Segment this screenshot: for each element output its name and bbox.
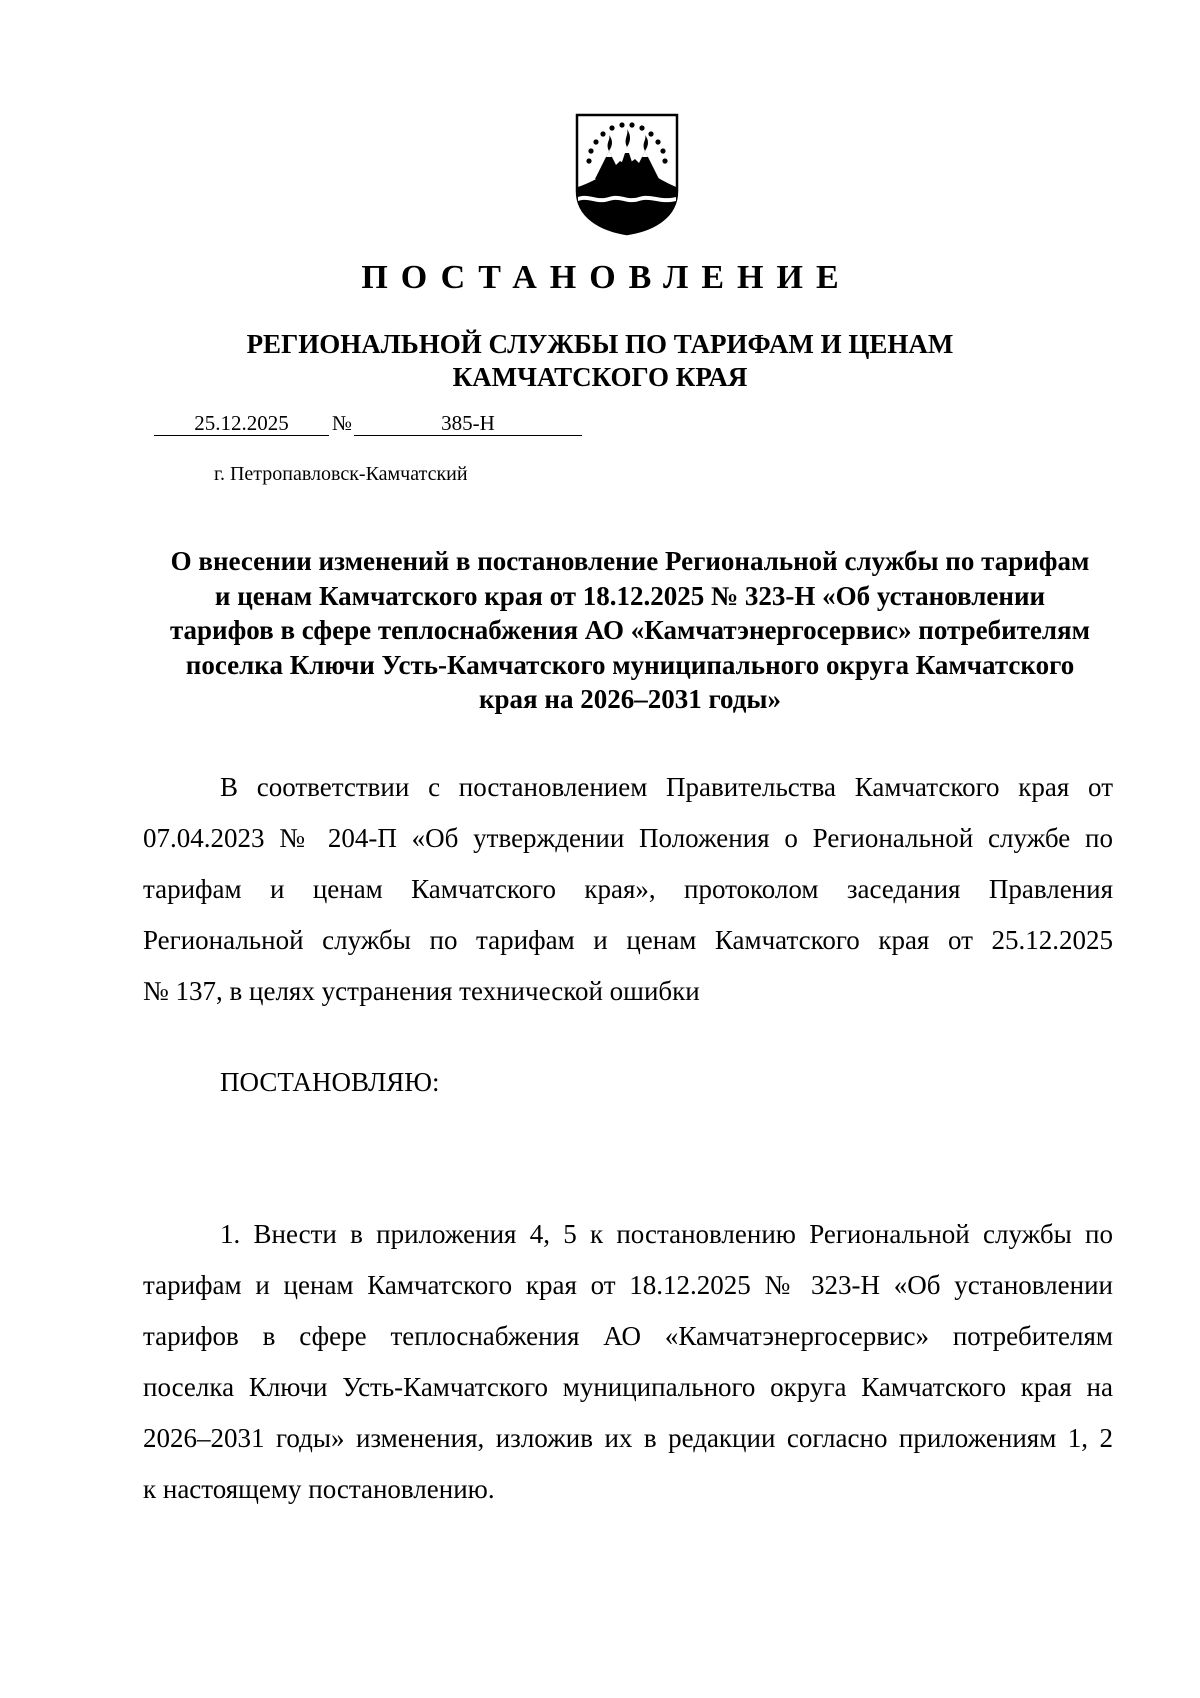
preamble-line: Региональной службы по тарифам и ценам Камчатского края от 25.12.2025: [143, 925, 1113, 955]
item-line: 2026–2031 годы» изменения, изложив их в редакции согласно приложениям 1, 2: [143, 1423, 1113, 1453]
item-line: тарифам и ценам Камчатского края от 18.12.2025 № 323-Н «Об установлении: [143, 1270, 1113, 1300]
preamble-line: тарифам и ценам Камчатского края», протоколом заседания Правления: [143, 874, 1113, 904]
item-line: к настоящему постановлению.: [143, 1474, 495, 1504]
item-line: 1. Внести в приложения 4, 5 к постановлению Региональной службы по: [220, 1219, 1113, 1249]
subject-line: и ценам Камчатского края от 18.12.2025 № 323-Н «Об установлении: [214, 580, 1046, 611]
place-of-issue: г. Петропавловск-Камчатский: [214, 463, 468, 485]
item-line: тарифов в сфере теплоснабжения АО «Камчатэнергосервис» потребителям: [143, 1321, 1113, 1351]
preamble-line: В соответствии с постановлением Правительства Камчатского края от: [220, 772, 1113, 802]
document-subject: [140, 544, 1120, 717]
authority-line-2: КАМЧАТСКОГО КРАЯ: [452, 362, 748, 392]
document-type-title: ПОСТАНОВЛЕНИЕ: [361, 259, 852, 296]
preamble-line: 07.04.2023 № 204-П «Об утверждении Положения о Региональной службе по: [143, 823, 1113, 853]
number-label: №: [332, 411, 353, 435]
item-1-paragraph: [143, 1209, 1113, 1515]
preamble-line: № 137, в целях устранения технической ошибки: [143, 976, 700, 1006]
issuing-authority: [0, 328, 1200, 394]
document-date: 25.12.2025: [154, 410, 329, 436]
item-line: поселка Ключи Усть-Камчатского муниципального округа Камчатского края на: [143, 1372, 1113, 1402]
coat-of-arms-icon: [575, 113, 679, 236]
decree-word: ПОСТАНОВЛЯЮ:: [220, 1067, 440, 1097]
preamble-paragraph: [143, 762, 1113, 1017]
document-number: 385-Н: [354, 410, 582, 436]
subject-line: поселка Ключи Усть-Камчатского муниципального округа Камчатского: [185, 649, 1075, 680]
authority-line-1: РЕГИОНАЛЬНОЙ СЛУЖБЫ ПО ТАРИФАМ И ЦЕНАМ: [246, 329, 954, 359]
subject-line: О внесении изменений в постановление Региональной службы по тарифам: [170, 546, 1090, 576]
subject-line: края на 2026–2031 годы»: [478, 684, 782, 714]
subject-line: тарифов в сфере теплоснабжения АО «Камчатэнергосервис» потребителям: [169, 615, 1091, 645]
